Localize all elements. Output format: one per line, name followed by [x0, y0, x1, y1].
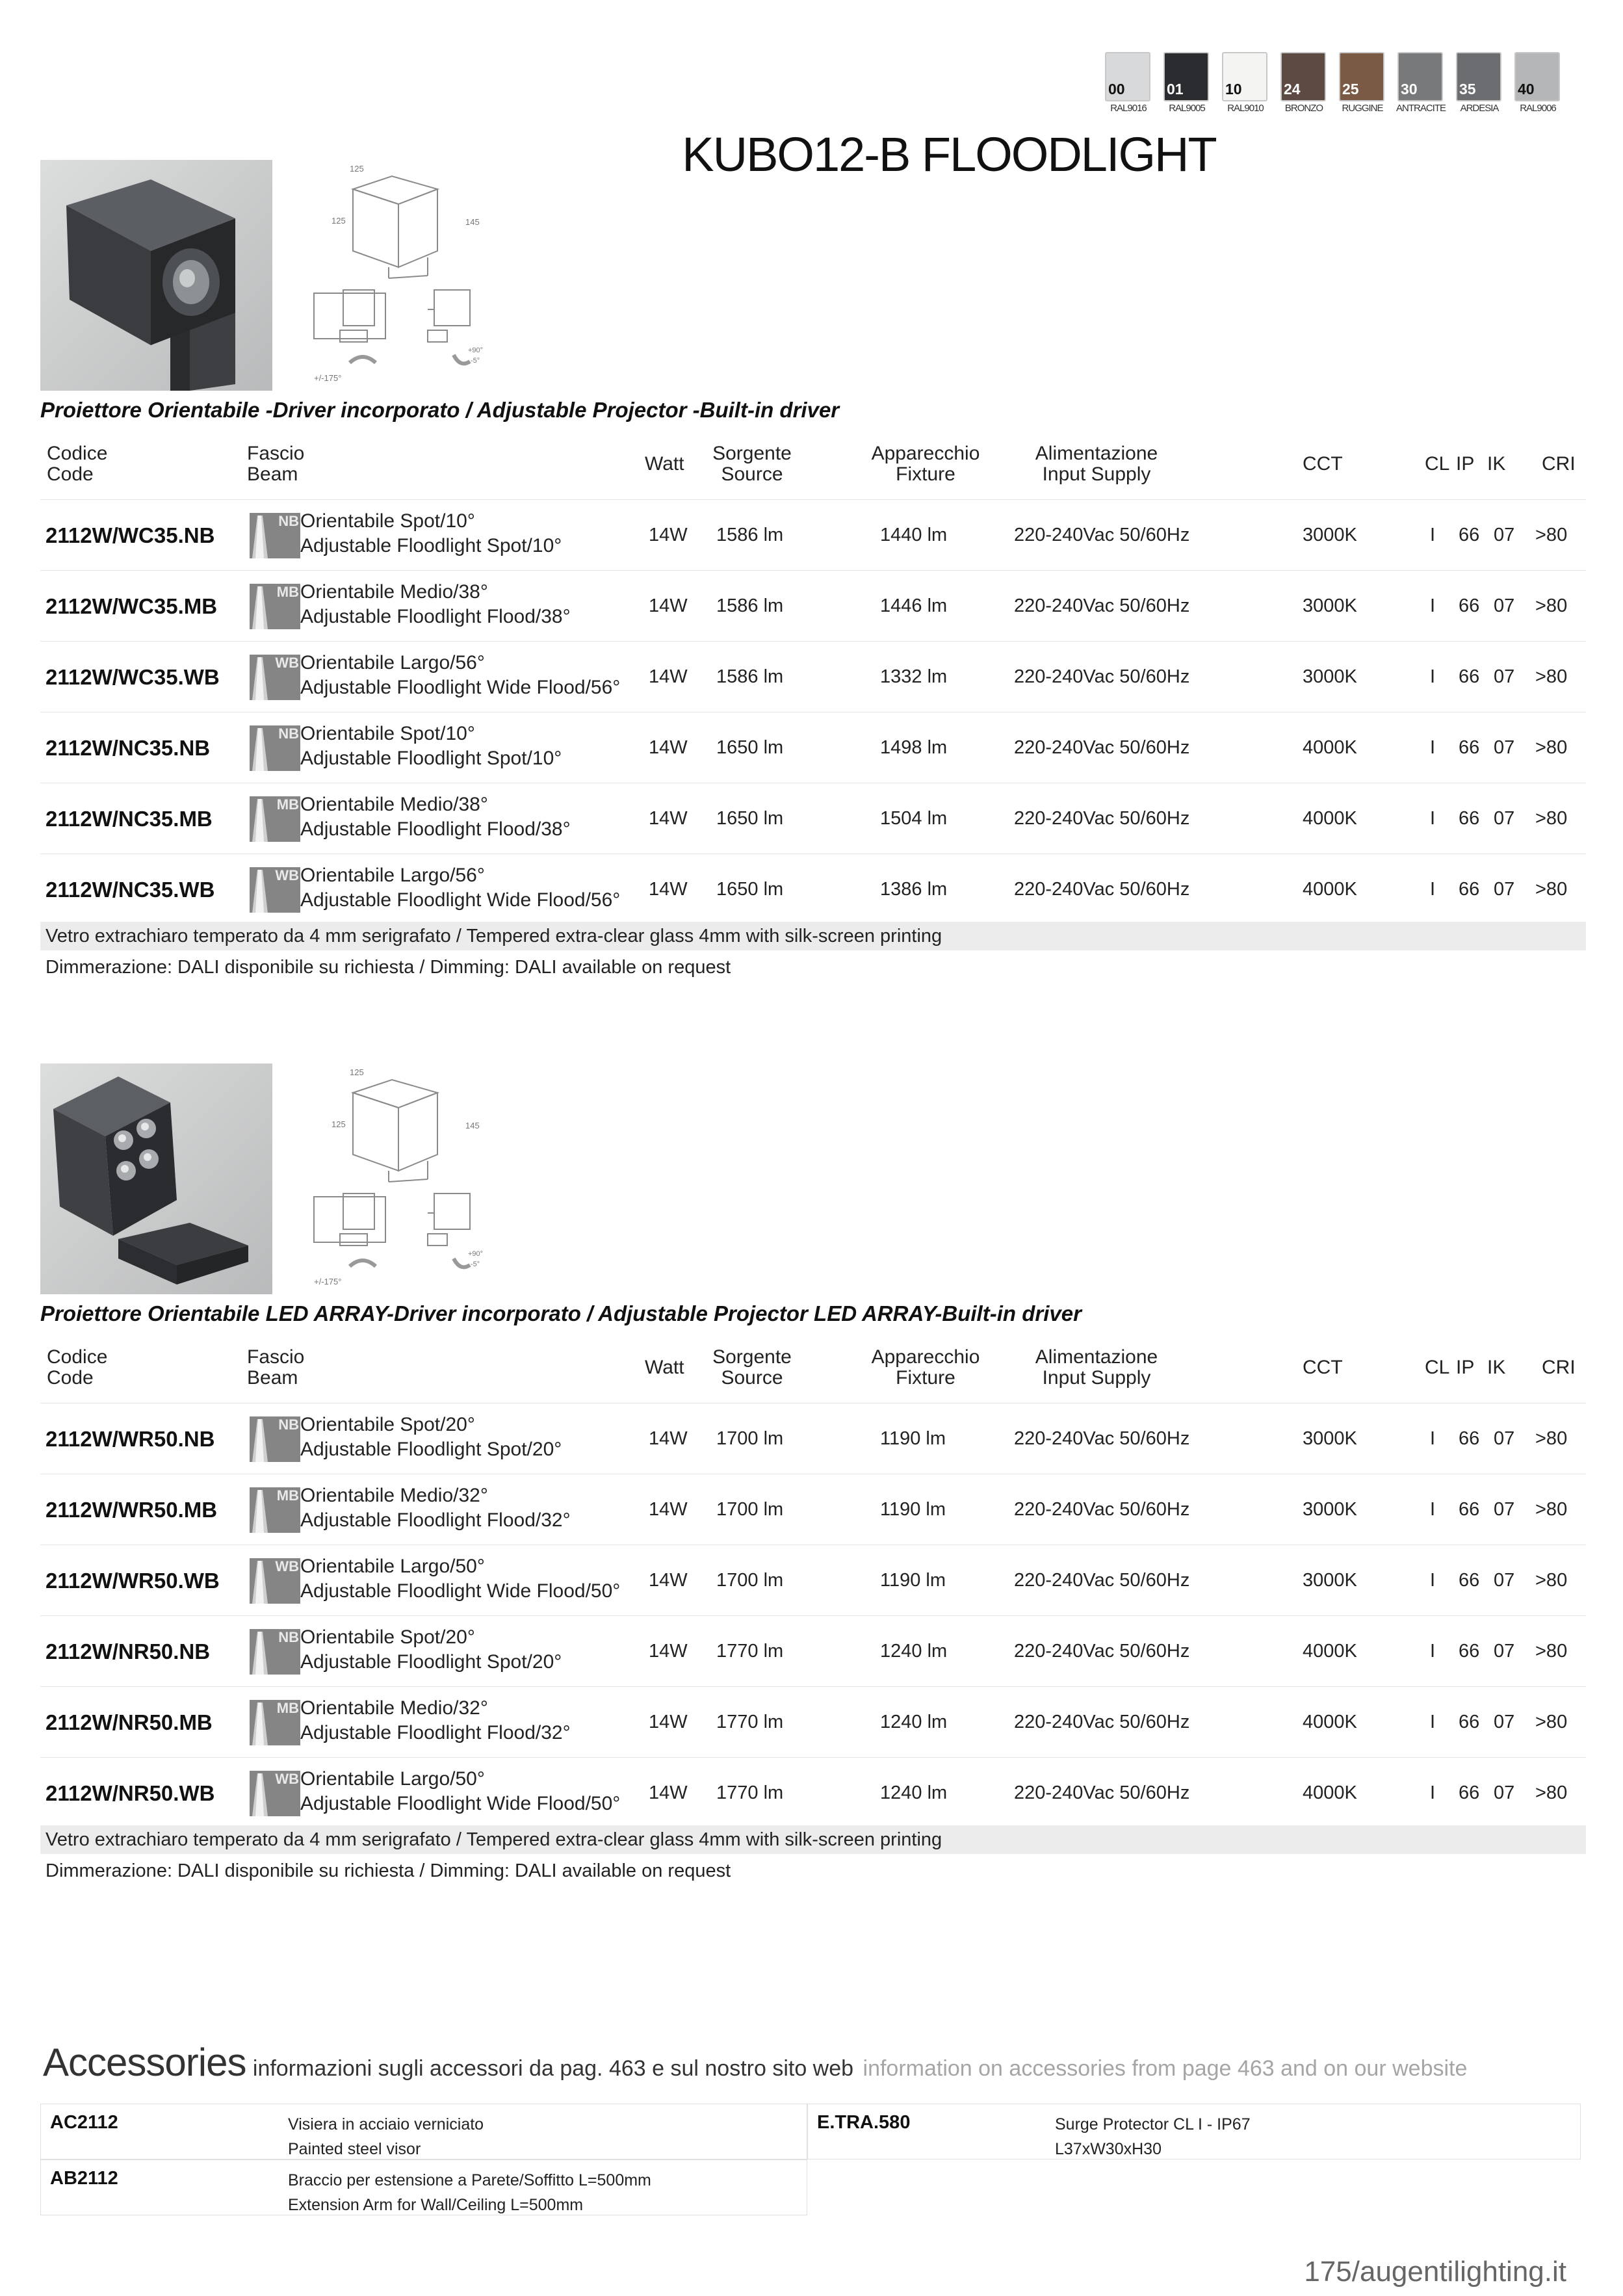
cri-value: >80 — [1535, 1570, 1568, 1591]
cl-value: I — [1430, 1782, 1436, 1803]
beam-icon — [250, 1416, 300, 1462]
col-fixture: Apparecchio Fixture — [871, 443, 980, 485]
ik-value: 07 — [1494, 1712, 1515, 1732]
cct-value: 3000K — [1303, 595, 1357, 616]
col-cl: CL — [1425, 1357, 1450, 1378]
product-code: 2112W/WR50.MB — [45, 1498, 218, 1522]
ik-value: 07 — [1494, 808, 1515, 829]
dim-height-label: 145 — [465, 217, 480, 227]
source-lumen: 1650 lm — [716, 879, 784, 900]
table-row — [40, 1403, 1586, 1474]
finish-swatches — [1105, 52, 1573, 117]
section-heading: Proiettore Orientabile -Driver incorporato / Adjustable Projector -Built-in driver — [40, 398, 840, 422]
ik-value: 07 — [1494, 1570, 1515, 1591]
finish-code: 00 — [1108, 81, 1125, 98]
ik-value: 07 — [1494, 1782, 1515, 1803]
fixture-lumen: 1498 lm — [880, 737, 948, 758]
product-code: 2112W/NR50.WB — [45, 1781, 215, 1805]
finish-code: 24 — [1284, 81, 1301, 98]
beam-description: Orientabile Medio/38° Adjustable Floodlight Flood/38° — [300, 581, 571, 627]
table-row — [40, 1615, 1586, 1686]
accessory-code: AC2112 — [50, 2112, 118, 2133]
beam-description: Orientabile Spot/10° Adjustable Floodlight Spot/10° — [300, 723, 562, 769]
cl-value: I — [1430, 879, 1436, 900]
cct-value: 3000K — [1303, 1570, 1357, 1591]
cct-value: 4000K — [1303, 1782, 1357, 1803]
watt-value: 14W — [649, 1641, 688, 1662]
fixture-lumen: 1190 lm — [880, 1570, 946, 1591]
finish-code: 35 — [1459, 81, 1476, 98]
cri-value: >80 — [1535, 525, 1568, 545]
finish-ral: ANTRACITE — [1396, 103, 1446, 114]
col-code: Codice Code — [47, 1346, 108, 1389]
cct-value: 4000K — [1303, 1712, 1357, 1732]
cl-value: I — [1430, 525, 1436, 545]
product-code: 2112W/NR50.MB — [45, 1710, 213, 1734]
beam-description: Orientabile Spot/20° Adjustable Floodlight Spot/20° — [300, 1414, 562, 1460]
ip-value: 66 — [1459, 1712, 1480, 1732]
source-lumen: 1770 lm — [716, 1712, 784, 1732]
product-code: 2112W/NC35.WB — [45, 878, 215, 902]
col-watt: Watt — [645, 453, 684, 475]
finish-code: 10 — [1225, 81, 1242, 98]
fixture-lumen: 1190 lm — [880, 1428, 946, 1449]
accessories-table — [40, 2104, 1581, 2215]
finish-ral: RAL9006 — [1520, 103, 1556, 114]
table-header — [40, 1347, 1586, 1399]
beam-icon — [250, 796, 300, 842]
cl-value: I — [1430, 1712, 1436, 1732]
dimming-note: Dimmerazione: DALI disponibile su richiesta / Dimming: DALI available on request — [45, 957, 731, 978]
input-supply: 220-240Vac 50/60Hz — [1014, 525, 1190, 545]
beam-tag: WB — [275, 1558, 299, 1574]
dim-width-label: 125 — [350, 164, 364, 174]
cri-value: >80 — [1535, 808, 1568, 829]
fixture-lumen: 1446 lm — [880, 595, 948, 616]
finish-swatch — [1163, 52, 1209, 117]
col-cri: CRI — [1542, 1357, 1576, 1378]
product-code: 2112W/NC35.NB — [45, 736, 211, 760]
ik-value: 07 — [1494, 1641, 1515, 1662]
watt-value: 14W — [649, 525, 688, 545]
finish-code: 01 — [1167, 81, 1184, 98]
beam-tag: NB — [278, 1416, 299, 1433]
col-watt: Watt — [645, 1357, 684, 1378]
source-lumen: 1700 lm — [716, 1428, 784, 1449]
finish-ral: RAL9010 — [1227, 103, 1264, 114]
table-body — [40, 499, 1586, 924]
product-code: 2112W/WR50.NB — [45, 1427, 215, 1451]
input-supply: 220-240Vac 50/60Hz — [1014, 879, 1190, 900]
fixture-lumen: 1440 lm — [880, 525, 948, 545]
beam-tag: MB — [276, 584, 299, 600]
cct-value: 3000K — [1303, 666, 1357, 687]
cl-value: I — [1430, 1499, 1436, 1520]
accessories-heading — [43, 2040, 1467, 2085]
table-row — [40, 570, 1586, 641]
table-row — [40, 1757, 1586, 1828]
source-lumen: 1586 lm — [716, 525, 784, 545]
cri-value: >80 — [1535, 1641, 1568, 1662]
cl-value: I — [1430, 1641, 1436, 1662]
accessory-description: Surge Protector CL I - IP67 L37xW30xH30 — [1055, 2115, 1251, 2158]
col-ik: IK — [1487, 453, 1506, 475]
source-lumen: 1700 lm — [716, 1570, 784, 1591]
accessory-code: AB2112 — [50, 2168, 118, 2189]
glass-note: Vetro extrachiaro temperato da 4 mm serigrafato / Tempered extra-clear glass 4mm with silk-screen printing — [40, 1825, 1586, 1854]
beam-description: Orientabile Largo/50° Adjustable Floodlight Wide Flood/50° — [300, 1768, 621, 1814]
cl-value: I — [1430, 1570, 1436, 1591]
table-row — [40, 854, 1586, 924]
cl-value: I — [1430, 737, 1436, 758]
beam-description: Orientabile Medio/38° Adjustable Floodlight Flood/38° — [300, 794, 571, 840]
tilt-label-2: -5° — [471, 1260, 480, 1268]
watt-value: 14W — [649, 1570, 688, 1591]
beam-description: Orientabile Spot/10° Adjustable Floodlight Spot/10° — [300, 510, 562, 556]
ip-value: 66 — [1459, 879, 1480, 900]
beam-icon — [250, 1629, 300, 1675]
col-ip: IP — [1456, 1357, 1475, 1378]
ip-value: 66 — [1459, 666, 1480, 687]
beam-icon — [250, 655, 300, 700]
input-supply: 220-240Vac 50/60Hz — [1014, 1782, 1190, 1803]
cl-value: I — [1430, 595, 1436, 616]
finish-ral: RUGGINE — [1342, 103, 1383, 114]
beam-tag: NB — [278, 513, 299, 529]
beam-description: Orientabile Largo/50° Adjustable Floodlight Wide Flood/50° — [300, 1556, 621, 1602]
dimming-note: Dimmerazione: DALI disponibile su richiesta / Dimming: DALI available on request — [45, 1860, 731, 1881]
source-lumen: 1770 lm — [716, 1641, 784, 1662]
finish-swatch — [1396, 52, 1446, 117]
accessories-subtitle-it: informazioni sugli accessori da pag. 463 e sul nostro sito web — [252, 2056, 854, 2081]
cri-value: >80 — [1535, 879, 1568, 900]
fixture-lumen: 1240 lm — [880, 1782, 948, 1803]
col-supply: Alimentazione Input Supply — [1035, 443, 1158, 485]
tilt-label-2: -5° — [471, 357, 480, 365]
source-lumen: 1586 lm — [716, 666, 784, 687]
product-code: 2112W/WC35.WB — [45, 665, 220, 689]
accessories-title: Accessories — [43, 2041, 246, 2084]
technical-drawing — [298, 1063, 506, 1294]
finish-ral: RAL9016 — [1110, 103, 1147, 114]
accessory-description: Braccio per estensione a Parete/Soffitto L=500mm Extension Arm for Wall/Ceiling L=500mm — [288, 2171, 651, 2214]
table-body — [40, 1403, 1586, 1828]
finish-code: 30 — [1401, 81, 1418, 98]
beam-tag: MB — [276, 1487, 299, 1504]
dim-height-label: 145 — [465, 1121, 480, 1130]
ip-value: 66 — [1459, 525, 1480, 545]
accessory-item — [40, 2104, 807, 2159]
input-supply: 220-240Vac 50/60Hz — [1014, 595, 1190, 616]
col-supply: Alimentazione Input Supply — [1035, 1346, 1158, 1389]
accessories-subtitle-en: information on accessories from page 463 and on our website — [863, 2056, 1468, 2081]
ip-value: 66 — [1459, 1570, 1480, 1591]
accessory-item — [40, 2159, 807, 2215]
input-supply: 220-240Vac 50/60Hz — [1014, 1499, 1190, 1520]
ik-value: 07 — [1494, 1499, 1515, 1520]
beam-icon — [250, 867, 300, 913]
source-lumen: 1700 lm — [716, 1499, 784, 1520]
source-lumen: 1650 lm — [716, 737, 784, 758]
product-photo-kubo12-array — [40, 1063, 272, 1294]
cct-value: 4000K — [1303, 737, 1357, 758]
finish-swatch — [1280, 52, 1326, 117]
beam-tag: WB — [275, 1771, 299, 1787]
glass-note: Vetro extrachiaro temperato da 4 mm serigrafato / Tempered extra-clear glass 4mm with silk-screen printing — [40, 922, 1586, 950]
beam-icon — [250, 725, 300, 771]
watt-value: 14W — [649, 1499, 688, 1520]
dim-depth-label: 125 — [331, 216, 346, 226]
finish-swatch — [1339, 52, 1384, 117]
cct-value: 3000K — [1303, 1499, 1357, 1520]
watt-value: 14W — [649, 666, 688, 687]
ik-value: 07 — [1494, 737, 1515, 758]
watt-value: 14W — [649, 1428, 688, 1449]
table-row — [40, 1545, 1586, 1615]
rotation-label: +/-175° — [314, 1277, 342, 1286]
cl-value: I — [1430, 808, 1436, 829]
table-row — [40, 712, 1586, 783]
ik-value: 07 — [1494, 1428, 1515, 1449]
table-row — [40, 499, 1586, 570]
cct-value: 3000K — [1303, 1428, 1357, 1449]
input-supply: 220-240Vac 50/60Hz — [1014, 1428, 1190, 1449]
watt-value: 14W — [649, 1782, 688, 1803]
finish-ral: ARDESIA — [1460, 103, 1499, 114]
input-supply: 220-240Vac 50/60Hz — [1014, 737, 1190, 758]
finish-swatch — [1222, 52, 1267, 117]
beam-icon — [250, 584, 300, 629]
beam-tag: NB — [278, 1629, 299, 1645]
beam-tag: NB — [278, 725, 299, 742]
col-source: Sorgente Source — [712, 443, 792, 485]
cct-value: 4000K — [1303, 808, 1357, 829]
beam-tag: MB — [276, 796, 299, 813]
watt-value: 14W — [649, 595, 688, 616]
col-cct: CCT — [1303, 453, 1343, 475]
ip-value: 66 — [1459, 808, 1480, 829]
input-supply: 220-240Vac 50/60Hz — [1014, 808, 1190, 829]
accessory-item — [807, 2104, 1581, 2159]
ik-value: 07 — [1494, 666, 1515, 687]
fixture-lumen: 1240 lm — [880, 1712, 948, 1732]
beam-tag: WB — [275, 655, 299, 671]
cct-value: 3000K — [1303, 525, 1357, 545]
col-ik: IK — [1487, 1357, 1506, 1378]
beam-tag: WB — [275, 867, 299, 883]
cl-value: I — [1430, 1428, 1436, 1449]
beam-description: Orientabile Medio/32° Adjustable Floodlight Flood/32° — [300, 1485, 571, 1531]
beam-description: Orientabile Medio/32° Adjustable Floodlight Flood/32° — [300, 1697, 571, 1743]
input-supply: 220-240Vac 50/60Hz — [1014, 1712, 1190, 1732]
accessory-description: Visiera in acciaio verniciato Painted steel visor — [288, 2115, 484, 2158]
col-cri: CRI — [1542, 453, 1576, 475]
finish-swatch — [1514, 52, 1560, 117]
finish-ral: RAL9005 — [1169, 103, 1205, 114]
cri-value: >80 — [1535, 1712, 1568, 1732]
product-code: 2112W/WR50.WB — [45, 1569, 220, 1593]
section-heading: Proiettore Orientabile LED ARRAY-Driver incorporato / Adjustable Projector LED ARRAY-Built-in driver — [40, 1301, 1082, 1325]
cct-value: 4000K — [1303, 879, 1357, 900]
cct-value: 4000K — [1303, 1641, 1357, 1662]
page-footer: 175/augentilighting.it — [1304, 2256, 1566, 2288]
dim-depth-label: 125 — [331, 1119, 346, 1129]
tilt-label: +90° — [468, 346, 484, 354]
cri-value: >80 — [1535, 1499, 1568, 1520]
watt-value: 14W — [649, 808, 688, 829]
product-photo-kubo12 — [40, 160, 272, 391]
ik-value: 07 — [1494, 879, 1515, 900]
ik-value: 07 — [1494, 525, 1515, 545]
beam-tag: MB — [276, 1700, 299, 1716]
beam-icon — [250, 1700, 300, 1745]
table-row — [40, 641, 1586, 712]
beam-icon — [250, 1487, 300, 1533]
dim-width-label: 125 — [350, 1067, 364, 1077]
source-lumen: 1650 lm — [716, 808, 784, 829]
finish-code: 25 — [1342, 81, 1359, 98]
finish-code: 40 — [1518, 81, 1535, 98]
product-code: 2112W/WC35.MB — [45, 594, 218, 618]
technical-drawing — [298, 160, 506, 391]
cri-value: >80 — [1535, 595, 1568, 616]
finish-swatch — [1105, 52, 1150, 117]
ip-value: 66 — [1459, 1428, 1480, 1449]
fixture-lumen: 1386 lm — [880, 879, 948, 900]
tilt-label: +90° — [468, 1250, 484, 1258]
input-supply: 220-240Vac 50/60Hz — [1014, 1641, 1190, 1662]
ip-value: 66 — [1459, 1499, 1480, 1520]
beam-icon — [250, 1558, 300, 1604]
beam-icon — [250, 1771, 300, 1816]
product-code: 2112W/WC35.NB — [45, 523, 215, 547]
col-beam: Fascio Beam — [247, 443, 305, 485]
rotation-label: +/-175° — [314, 373, 342, 383]
cl-value: I — [1430, 666, 1436, 687]
accessory-code: E.TRA.580 — [817, 2112, 911, 2133]
watt-value: 14W — [649, 1712, 688, 1732]
fixture-lumen: 1190 lm — [880, 1499, 946, 1520]
source-lumen: 1586 lm — [716, 595, 784, 616]
beam-icon — [250, 513, 300, 558]
col-fixture: Apparecchio Fixture — [871, 1346, 980, 1389]
page-title: KUBO12-B FLOODLIGHT — [682, 127, 1216, 181]
ip-value: 66 — [1459, 1641, 1480, 1662]
watt-value: 14W — [649, 879, 688, 900]
ik-value: 07 — [1494, 595, 1515, 616]
finish-ral: BRONZO — [1284, 103, 1323, 114]
finish-swatch — [1456, 52, 1501, 117]
watt-value: 14W — [649, 737, 688, 758]
product-code: 2112W/NC35.MB — [45, 807, 213, 831]
input-supply: 220-240Vac 50/60Hz — [1014, 666, 1190, 687]
product-code: 2112W/NR50.NB — [45, 1639, 211, 1663]
source-lumen: 1770 lm — [716, 1782, 784, 1803]
col-cl: CL — [1425, 453, 1450, 475]
ip-value: 66 — [1459, 595, 1480, 616]
table-row — [40, 1686, 1586, 1757]
cri-value: >80 — [1535, 1428, 1568, 1449]
cri-value: >80 — [1535, 666, 1568, 687]
fixture-lumen: 1332 lm — [880, 666, 948, 687]
fixture-lumen: 1504 lm — [880, 808, 948, 829]
table-row — [40, 783, 1586, 854]
cri-value: >80 — [1535, 737, 1568, 758]
cri-value: >80 — [1535, 1782, 1568, 1803]
col-cct: CCT — [1303, 1357, 1343, 1378]
table-row — [40, 1474, 1586, 1545]
col-source: Sorgente Source — [712, 1346, 792, 1389]
col-code: Codice Code — [47, 443, 108, 485]
col-beam: Fascio Beam — [247, 1346, 305, 1389]
beam-description: Orientabile Largo/56° Adjustable Floodlight Wide Flood/56° — [300, 652, 621, 698]
input-supply: 220-240Vac 50/60Hz — [1014, 1570, 1190, 1591]
ip-value: 66 — [1459, 737, 1480, 758]
fixture-lumen: 1240 lm — [880, 1641, 948, 1662]
table-header — [40, 443, 1586, 495]
beam-description: Orientabile Largo/56° Adjustable Floodlight Wide Flood/56° — [300, 865, 621, 911]
ip-value: 66 — [1459, 1782, 1480, 1803]
col-ip: IP — [1456, 453, 1475, 475]
beam-description: Orientabile Spot/20° Adjustable Floodlight Spot/20° — [300, 1626, 562, 1673]
